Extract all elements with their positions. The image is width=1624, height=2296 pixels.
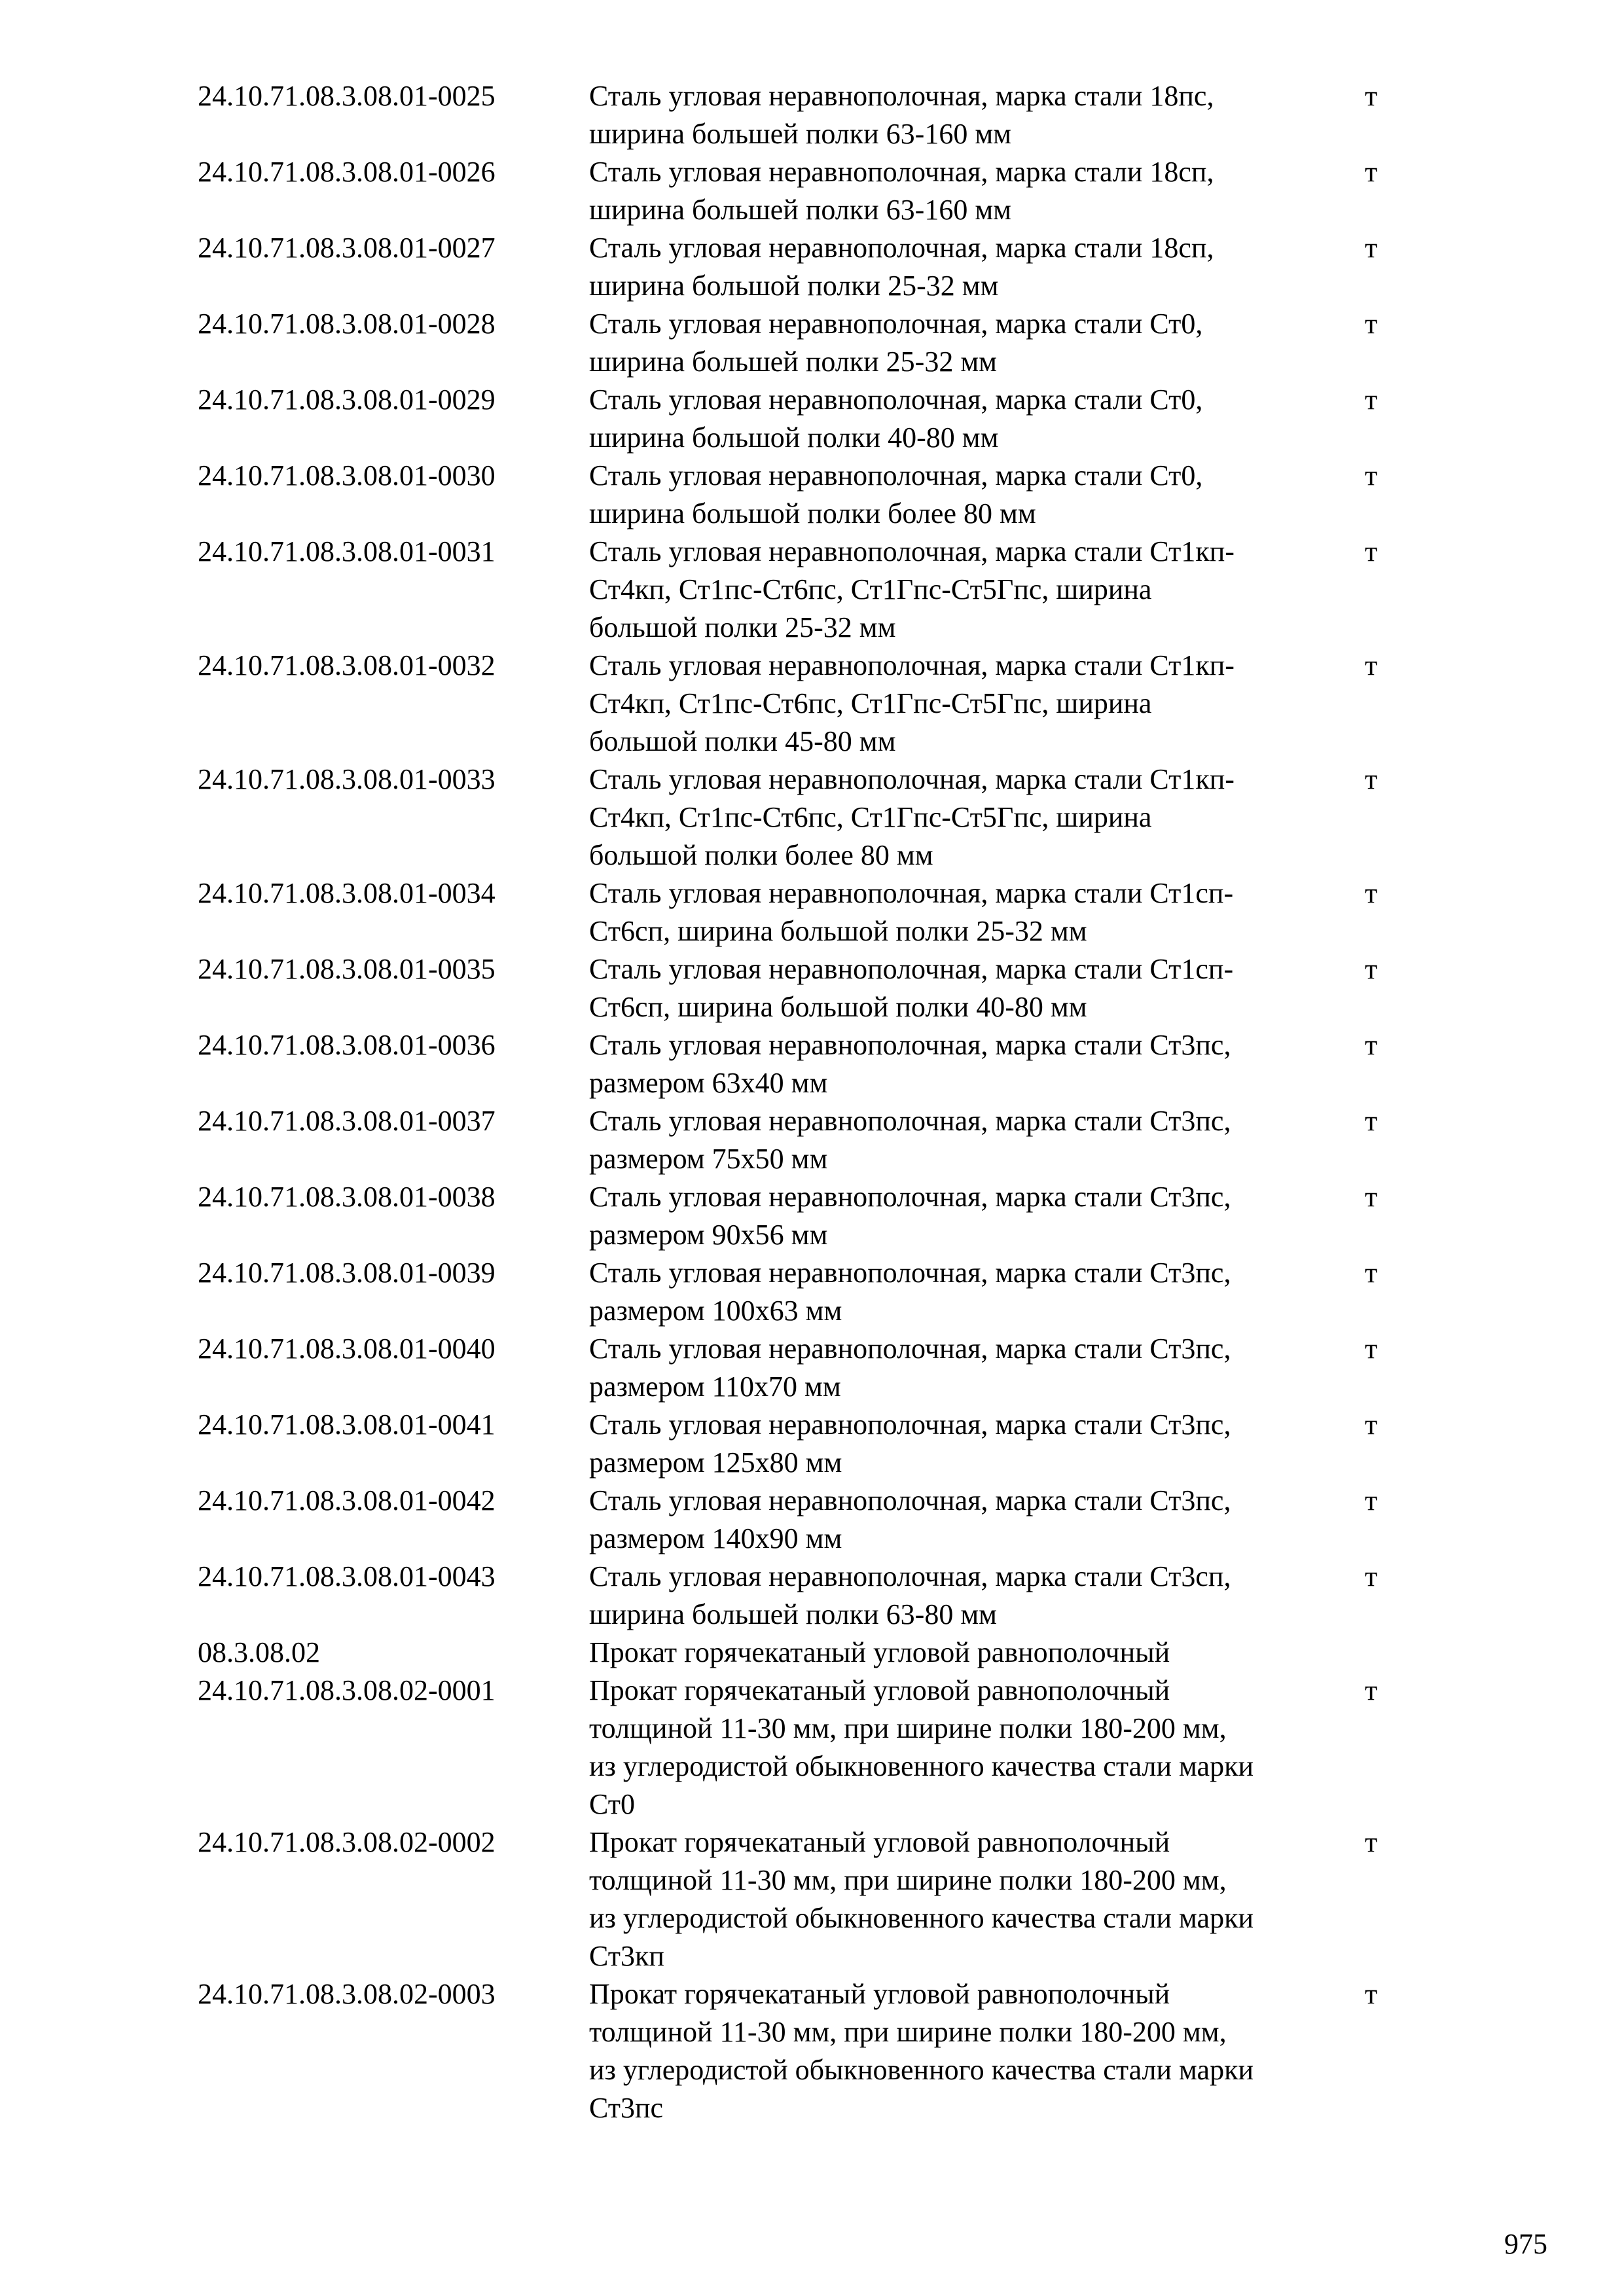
description-line: толщиной 11-30 мм, при ширине полки 180-200 мм, xyxy=(589,2016,1227,2048)
description-line: Сталь угловая неравнополочная, марка стали Ст3пс, xyxy=(589,1181,1231,1213)
table-row xyxy=(198,229,1441,305)
item-code: 24.10.71.08.3.08.01-0025 xyxy=(198,80,496,112)
item-unit: т xyxy=(1365,1978,1378,2010)
item-description xyxy=(589,153,1365,229)
table-row xyxy=(198,1406,1441,1482)
item-unit: т xyxy=(1365,80,1378,112)
description-line: Ст0 xyxy=(589,1788,635,1820)
description-line: Сталь угловая неравнополочная, марка стали 18пс, xyxy=(589,80,1214,112)
table-row xyxy=(198,381,1441,457)
item-description xyxy=(589,1026,1365,1102)
table-row xyxy=(198,533,1441,647)
item-description xyxy=(589,381,1365,457)
item-code: 24.10.71.08.3.08.01-0040 xyxy=(198,1333,496,1365)
table-row xyxy=(198,950,1441,1026)
description-line: Сталь угловая неравнополочная, марка стали Ст3пс, xyxy=(589,1408,1231,1441)
description-line: Сталь угловая неравнополочная, марка стали Ст0, xyxy=(589,384,1203,416)
item-description xyxy=(589,533,1365,647)
table-row xyxy=(198,1102,1441,1178)
item-code: 24.10.71.08.3.08.01-0029 xyxy=(198,384,496,416)
item-code: 24.10.71.08.3.08.01-0038 xyxy=(198,1181,496,1213)
item-description xyxy=(589,77,1365,153)
item-code: 24.10.71.08.3.08.01-0030 xyxy=(198,459,496,492)
item-description xyxy=(589,457,1365,533)
description-line: Сталь угловая неравнополочная, марка стали Ст3пс, xyxy=(589,1029,1231,1061)
item-description xyxy=(589,647,1365,761)
table-row xyxy=(198,1823,1441,1975)
description-line: из углеродистой обыкновенного качества стали марки xyxy=(589,1902,1254,1934)
table-row xyxy=(198,77,1441,153)
item-code: 24.10.71.08.3.08.01-0039 xyxy=(198,1257,496,1289)
item-description xyxy=(589,1254,1365,1330)
item-description xyxy=(589,305,1365,381)
description-line: размером 125х80 мм xyxy=(589,1446,842,1479)
description-line: Ст4кп, Ст1пс-Ст6пс, Ст1Гпс-Ст5Гпс, ширина xyxy=(589,687,1152,719)
description-line: ширина большей полки 25-32 мм xyxy=(589,346,998,378)
item-unit: т xyxy=(1365,1333,1378,1365)
item-code: 24.10.71.08.3.08.01-0026 xyxy=(198,156,496,188)
description-line: ширина большой полки более 80 мм xyxy=(589,497,1036,529)
description-line: Сталь угловая неравнополочная, марка стали Ст1сп- xyxy=(589,953,1234,985)
table-row xyxy=(198,1975,1441,2127)
table-row xyxy=(198,1254,1441,1330)
item-code: 24.10.71.08.3.08.01-0036 xyxy=(198,1029,496,1061)
item-code: 08.3.08.02 xyxy=(198,1636,320,1668)
description-line: Сталь угловая неравнополочная, марка стали Ст3пс, xyxy=(589,1257,1231,1289)
item-unit: т xyxy=(1365,232,1378,264)
item-code: 24.10.71.08.3.08.01-0043 xyxy=(198,1560,496,1592)
item-unit: т xyxy=(1365,1484,1378,1516)
description-line: ширина большой полки 25-32 мм xyxy=(589,270,999,302)
description-line: Прокат горячекатаный угловой равнополочный xyxy=(589,1978,1170,2010)
item-description xyxy=(589,1672,1365,1823)
item-code: 24.10.71.08.3.08.02-0003 xyxy=(198,1978,496,2010)
description-line: ширина большей полки 63-160 мм xyxy=(589,118,1012,150)
description-line: размером 63х40 мм xyxy=(589,1067,828,1099)
table-row xyxy=(198,153,1441,229)
description-line: Сталь угловая неравнополочная, марка стали 18сп, xyxy=(589,232,1214,264)
description-line: размером 140х90 мм xyxy=(589,1522,842,1554)
description-line: Ст3пс xyxy=(589,2092,664,2124)
table-row xyxy=(198,1482,1441,1558)
description-line: Прокат горячекатаный угловой равнополочный xyxy=(589,1636,1170,1668)
item-code: 24.10.71.08.3.08.01-0032 xyxy=(198,649,496,681)
description-line: Сталь угловая неравнополочная, марка стали 18сп, xyxy=(589,156,1214,188)
item-code: 24.10.71.08.3.08.01-0027 xyxy=(198,232,496,264)
item-unit: т xyxy=(1365,156,1378,188)
item-unit: т xyxy=(1365,1408,1378,1441)
description-line: Сталь угловая неравнополочная, марка стали Ст1кп- xyxy=(589,763,1235,795)
description-line: большой полки более 80 мм xyxy=(589,839,933,871)
description-line: Ст6сп, ширина большой полки 25-32 мм xyxy=(589,915,1087,947)
page-number: 975 xyxy=(1504,2228,1547,2260)
table-row xyxy=(198,305,1441,381)
description-line: Сталь угловая неравнополочная, марка стали Ст0, xyxy=(589,459,1203,492)
item-description xyxy=(589,1178,1365,1254)
item-code: 24.10.71.08.3.08.01-0037 xyxy=(198,1105,496,1137)
item-unit: т xyxy=(1365,877,1378,909)
item-description xyxy=(589,1102,1365,1178)
description-line: ширина большой полки 40-80 мм xyxy=(589,422,999,454)
item-description xyxy=(589,1482,1365,1558)
description-line: Ст4кп, Ст1пс-Ст6пс, Ст1Гпс-Ст5Гпс, ширина xyxy=(589,573,1152,605)
description-line: размером 90х56 мм xyxy=(589,1219,828,1251)
item-unit: т xyxy=(1365,1674,1378,1706)
description-line: Сталь угловая неравнополочная, марка стали Ст0, xyxy=(589,308,1203,340)
description-line: Прокат горячекатаный угловой равнополочный xyxy=(589,1826,1170,1858)
item-description xyxy=(589,950,1365,1026)
description-line: Сталь угловая неравнополочная, марка стали Ст1кп- xyxy=(589,649,1235,681)
description-line: ширина большей полки 63-80 мм xyxy=(589,1598,998,1630)
item-unit: т xyxy=(1365,1105,1378,1137)
table-row xyxy=(198,647,1441,761)
item-code: 24.10.71.08.3.08.02-0001 xyxy=(198,1674,496,1706)
description-line: Сталь угловая неравнополочная, марка стали Ст3пс, xyxy=(589,1105,1231,1137)
item-code: 24.10.71.08.3.08.01-0035 xyxy=(198,953,496,985)
description-line: толщиной 11-30 мм, при ширине полки 180-200 мм, xyxy=(589,1864,1227,1896)
item-unit: т xyxy=(1365,1560,1378,1592)
description-line: Сталь угловая неравнополочная, марка стали Ст3пс, xyxy=(589,1484,1231,1516)
item-unit: т xyxy=(1365,384,1378,416)
description-line: Сталь угловая неравнополочная, марка стали Ст1кп- xyxy=(589,535,1235,567)
item-code: 24.10.71.08.3.08.01-0041 xyxy=(198,1408,496,1441)
item-code: 24.10.71.08.3.08.02-0002 xyxy=(198,1826,496,1858)
table-row xyxy=(198,1330,1441,1406)
table-row xyxy=(198,1026,1441,1102)
item-description xyxy=(589,1975,1365,2127)
item-unit: т xyxy=(1365,649,1378,681)
item-code: 24.10.71.08.3.08.01-0042 xyxy=(198,1484,496,1516)
description-line: из углеродистой обыкновенного качества стали марки xyxy=(589,2054,1254,2086)
description-line: из углеродистой обыкновенного качества стали марки xyxy=(589,1750,1254,1782)
item-unit: т xyxy=(1365,535,1378,567)
item-description xyxy=(589,1406,1365,1482)
item-unit: т xyxy=(1365,763,1378,795)
description-line: толщиной 11-30 мм, при ширине полки 180-200 мм, xyxy=(589,1712,1227,1744)
item-unit: т xyxy=(1365,1181,1378,1213)
description-line: большой полки 25-32 мм xyxy=(589,611,896,643)
table-row xyxy=(198,761,1441,874)
description-line: Ст3кп xyxy=(589,1940,664,1972)
description-line: размером 75х50 мм xyxy=(589,1143,828,1175)
item-unit: т xyxy=(1365,953,1378,985)
table-row xyxy=(198,1672,1441,1823)
description-line: Сталь угловая неравнополочная, марка стали Ст1сп- xyxy=(589,877,1234,909)
item-code: 24.10.71.08.3.08.01-0031 xyxy=(198,535,496,567)
table-row xyxy=(198,1634,1441,1672)
description-line: размером 100х63 мм xyxy=(589,1295,842,1327)
description-line: ширина большей полки 63-160 мм xyxy=(589,194,1012,226)
item-code: 24.10.71.08.3.08.01-0034 xyxy=(198,877,496,909)
item-unit: т xyxy=(1365,1029,1378,1061)
item-code: 24.10.71.08.3.08.01-0028 xyxy=(198,308,496,340)
table-row xyxy=(198,1178,1441,1254)
item-description xyxy=(589,761,1365,874)
item-description xyxy=(589,1330,1365,1406)
description-line: Ст4кп, Ст1пс-Ст6пс, Ст1Гпс-Ст5Гпс, ширина xyxy=(589,801,1152,833)
item-description xyxy=(589,1634,1365,1672)
description-line: Ст6сп, ширина большой полки 40-80 мм xyxy=(589,991,1087,1023)
item-description xyxy=(589,1823,1365,1975)
item-unit: т xyxy=(1365,1826,1378,1858)
description-line: Сталь угловая неравнополочная, марка стали Ст3пс, xyxy=(589,1333,1231,1365)
description-line: Сталь угловая неравнополочная, марка стали Ст3сп, xyxy=(589,1560,1231,1592)
item-code: 24.10.71.08.3.08.01-0033 xyxy=(198,763,496,795)
item-description xyxy=(589,1558,1365,1634)
description-line: размером 110х70 мм xyxy=(589,1371,841,1403)
table-row xyxy=(198,1558,1441,1634)
description-line: большой полки 45-80 мм xyxy=(589,725,896,757)
description-line: Прокат горячекатаный угловой равнополочный xyxy=(589,1674,1170,1706)
table-row xyxy=(198,457,1441,533)
classifier-table xyxy=(198,77,1441,2127)
item-unit: т xyxy=(1365,459,1378,492)
item-unit: т xyxy=(1365,308,1378,340)
item-description xyxy=(589,229,1365,305)
item-unit: т xyxy=(1365,1257,1378,1289)
table-row xyxy=(198,874,1441,950)
item-description xyxy=(589,874,1365,950)
